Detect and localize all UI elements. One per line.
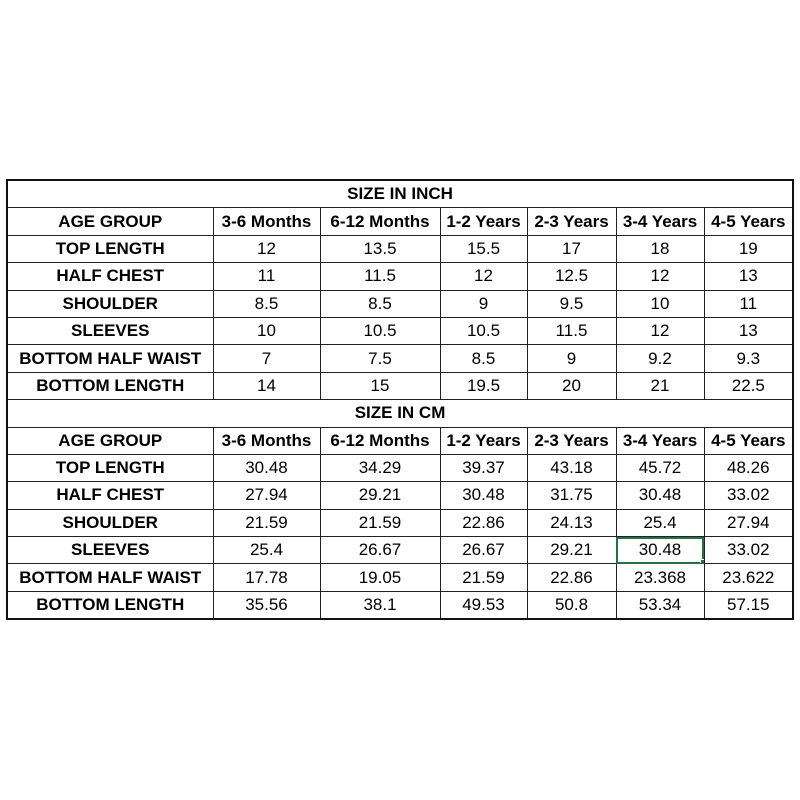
value-cell[interactable] [213, 482, 320, 509]
section-title-row [7, 180, 793, 208]
header-row [7, 208, 793, 235]
value-cell[interactable] [704, 263, 793, 290]
value-text: 24.13 [550, 512, 593, 532]
value-cell[interactable] [527, 317, 616, 344]
section-title-size-in-inch[interactable]: SIZE IN INCH [7, 180, 793, 208]
value-text: 9 [478, 293, 489, 313]
value-cell[interactable] [616, 509, 704, 536]
row-label-cell[interactable]: BOTTOM LENGTH [7, 591, 213, 619]
value-text: 34.29 [358, 458, 402, 478]
value-text: 19.5 [466, 375, 501, 395]
value-cell[interactable] [704, 290, 793, 317]
value-cell[interactable] [616, 372, 704, 399]
value-cell[interactable] [320, 454, 440, 481]
table-row [7, 537, 793, 564]
value-text: 12 [650, 321, 670, 341]
value-text: 7.5 [368, 348, 392, 368]
value-cell[interactable] [440, 235, 527, 262]
value-cell[interactable] [704, 564, 793, 591]
value-cell[interactable] [213, 317, 320, 344]
row-label-cell[interactable]: BOTTOM LENGTH [7, 372, 213, 399]
value-text: 11 [739, 293, 758, 313]
selected-cell[interactable] [616, 537, 704, 564]
value-cell[interactable] [213, 591, 320, 619]
header-row [7, 427, 793, 454]
value-cell[interactable] [616, 235, 704, 262]
value-text: 8.5 [368, 293, 392, 313]
value-text: 25.4 [249, 540, 284, 560]
table-row [7, 317, 793, 344]
value-text: 18 [650, 238, 670, 258]
value-cell[interactable] [704, 345, 793, 372]
value-text: 7 [261, 348, 272, 368]
value-cell[interactable] [320, 290, 440, 317]
value-text: 26.67 [462, 540, 505, 560]
value-text: 31.75 [550, 485, 593, 505]
table-row [7, 591, 793, 619]
value-cell[interactable] [213, 345, 320, 372]
row-label-cell[interactable]: SHOULDER [7, 509, 213, 536]
value-text: 11.5 [364, 266, 396, 286]
value-text: 10 [257, 321, 276, 341]
value-text: 49.53 [462, 595, 505, 615]
value-text: 21.59 [358, 512, 402, 532]
value-text: 25.4 [643, 512, 677, 532]
value-text: 10.5 [466, 321, 501, 341]
value-text: 13 [738, 321, 758, 341]
value-cell[interactable] [704, 454, 793, 481]
section-title-row [7, 400, 793, 427]
table-row [7, 235, 793, 262]
table-row [7, 372, 793, 399]
value-cell[interactable] [616, 482, 704, 509]
value-cell[interactable] [527, 263, 616, 290]
value-text: 29.21 [550, 540, 593, 560]
column-header-cell[interactable]: 2-3 Years [527, 427, 616, 454]
row-label-cell[interactable]: SHOULDER [7, 290, 213, 317]
value-cell[interactable] [704, 591, 793, 619]
value-cell[interactable] [320, 591, 440, 619]
section-title-size-in-cm[interactable]: SIZE IN CM [7, 400, 793, 427]
value-text: 15.5 [466, 238, 501, 258]
value-text: 26.67 [358, 540, 402, 560]
value-text: 21.59 [245, 512, 288, 532]
value-cell[interactable] [440, 317, 527, 344]
value-text: 17.78 [245, 567, 288, 587]
value-cell[interactable] [616, 290, 704, 317]
value-cell[interactable] [320, 263, 440, 290]
value-cell[interactable] [440, 372, 527, 399]
value-cell[interactable] [440, 454, 527, 481]
fill-handle[interactable] [700, 559, 705, 564]
value-text: 27.94 [727, 512, 770, 532]
value-cell[interactable] [213, 564, 320, 591]
value-text: 33.02 [727, 485, 770, 505]
value-text: 19 [738, 238, 758, 258]
row-label-cell[interactable]: SLEEVES [7, 317, 213, 344]
value-cell[interactable] [213, 372, 320, 399]
column-header-cell[interactable]: 4-5 Years [704, 208, 793, 235]
value-text: 45.72 [638, 458, 682, 478]
row-label-cell[interactable]: TOP LENGTH [7, 235, 213, 262]
table-row [7, 454, 793, 481]
value-text: 9.5 [559, 293, 584, 313]
value-cell[interactable] [320, 372, 440, 399]
value-text: 11 [257, 266, 276, 286]
column-header-cell[interactable]: 2-3 Years [527, 208, 616, 235]
value-text: 15 [370, 375, 390, 395]
value-cell[interactable] [616, 591, 704, 619]
column-header-cell[interactable]: 6-12 Months [320, 208, 440, 235]
row-label-cell[interactable]: SLEEVES [7, 537, 213, 564]
value-text: 20 [562, 375, 581, 395]
row-label-cell[interactable]: BOTTOM HALF WAIST [7, 564, 213, 591]
value-text: 13 [738, 266, 758, 286]
value-text: 50.8 [554, 595, 589, 615]
value-cell[interactable] [616, 564, 704, 591]
value-text: 13.5 [363, 238, 397, 258]
value-text: 9 [566, 348, 577, 368]
value-text: 9.3 [736, 348, 761, 368]
table-row [7, 263, 793, 290]
value-cell[interactable] [213, 454, 320, 481]
value-text: 12 [257, 238, 276, 258]
value-text: 9.2 [648, 348, 672, 368]
column-header-cell[interactable]: 1-2 Years [440, 208, 527, 235]
value-text: 23.368 [634, 567, 686, 587]
value-text: 12.5 [554, 266, 589, 286]
value-text: 38.1 [363, 595, 397, 615]
value-cell[interactable] [213, 235, 320, 262]
value-text: 27.94 [245, 485, 288, 505]
value-cell[interactable] [320, 537, 440, 564]
column-header-cell[interactable]: 3-6 Months [213, 208, 320, 235]
value-cell[interactable] [527, 372, 616, 399]
value-text: 39.37 [462, 458, 505, 478]
value-text: 11.5 [555, 321, 588, 341]
value-text: 30.48 [638, 540, 682, 560]
value-cell[interactable] [440, 263, 527, 290]
value-text: 21 [650, 375, 670, 395]
row-label-cell[interactable]: TOP LENGTH [7, 454, 213, 481]
table-row [7, 290, 793, 317]
value-cell[interactable] [527, 482, 616, 509]
value-cell[interactable] [527, 509, 616, 536]
column-header-cell[interactable]: 3-6 Months [213, 427, 320, 454]
value-cell[interactable] [320, 509, 440, 536]
value-cell[interactable] [213, 263, 320, 290]
row-label-cell[interactable]: BOTTOM HALF WAIST [7, 345, 213, 372]
value-cell[interactable] [704, 317, 793, 344]
value-text: 35.56 [245, 595, 288, 615]
value-text: 23.622 [722, 567, 775, 587]
value-cell[interactable] [704, 372, 793, 399]
size-chart-table [6, 179, 794, 620]
value-cell[interactable] [527, 235, 616, 262]
value-cell[interactable] [320, 317, 440, 344]
value-cell[interactable] [616, 454, 704, 481]
value-text: 10 [650, 293, 670, 313]
table-row [7, 509, 793, 536]
value-cell[interactable] [527, 345, 616, 372]
table-row [7, 482, 793, 509]
value-text: 33.02 [727, 540, 770, 560]
value-cell[interactable] [616, 263, 704, 290]
value-cell[interactable] [616, 317, 704, 344]
value-cell[interactable] [704, 482, 793, 509]
row-label-cell[interactable]: HALF CHEST [7, 482, 213, 509]
value-text: 30.48 [638, 485, 682, 505]
value-text: 10.5 [363, 321, 397, 341]
value-text: 14 [257, 375, 276, 395]
value-text: 48.26 [727, 458, 770, 478]
column-header-cell[interactable]: 6-12 Months [320, 427, 440, 454]
value-text: 22.86 [462, 512, 505, 532]
value-cell[interactable] [440, 509, 527, 536]
value-cell[interactable] [704, 537, 793, 564]
value-cell[interactable] [527, 454, 616, 481]
value-cell[interactable] [320, 564, 440, 591]
value-cell[interactable] [320, 235, 440, 262]
value-text: 53.34 [638, 595, 682, 615]
value-cell[interactable] [527, 564, 616, 591]
value-cell[interactable] [527, 591, 616, 619]
column-header-cell[interactable]: 4-5 Years [704, 427, 793, 454]
value-text: 8.5 [471, 348, 496, 368]
value-cell[interactable] [440, 537, 527, 564]
row-label-cell[interactable]: HALF CHEST [7, 263, 213, 290]
header-label-cell[interactable]: AGE GROUP [7, 208, 213, 235]
value-text: 12 [474, 266, 493, 286]
size-chart-sheet [6, 179, 792, 620]
value-text: 8.5 [254, 293, 279, 313]
table-row [7, 564, 793, 591]
column-header-cell[interactable]: 3-4 Years [616, 208, 704, 235]
value-text: 22.5 [731, 375, 765, 395]
value-text: 17 [562, 238, 581, 258]
value-text: 12 [650, 266, 670, 286]
value-cell[interactable] [704, 235, 793, 262]
value-text: 21.59 [462, 567, 505, 587]
header-label-cell[interactable]: AGE GROUP [7, 427, 213, 454]
value-text: 19.05 [358, 567, 402, 587]
value-cell[interactable] [440, 290, 527, 317]
column-header-cell[interactable]: 3-4 Years [616, 427, 704, 454]
value-cell[interactable] [440, 591, 527, 619]
value-cell[interactable] [440, 345, 527, 372]
value-cell[interactable] [213, 290, 320, 317]
value-cell[interactable] [320, 345, 440, 372]
value-cell[interactable] [527, 537, 616, 564]
column-header-cell[interactable]: 1-2 Years [440, 427, 527, 454]
value-text: 30.48 [245, 458, 288, 478]
value-text: 29.21 [358, 485, 402, 505]
value-cell[interactable] [440, 482, 527, 509]
value-text: 30.48 [462, 485, 505, 505]
table-row [7, 345, 793, 372]
value-cell[interactable] [320, 482, 440, 509]
value-cell[interactable] [213, 509, 320, 536]
value-cell[interactable] [213, 537, 320, 564]
value-cell[interactable] [440, 564, 527, 591]
value-text: 22.86 [550, 567, 593, 587]
value-text: 43.18 [550, 458, 593, 478]
value-cell[interactable] [527, 290, 616, 317]
value-cell[interactable] [616, 345, 704, 372]
value-cell[interactable] [704, 509, 793, 536]
value-text: 57.15 [727, 595, 770, 615]
